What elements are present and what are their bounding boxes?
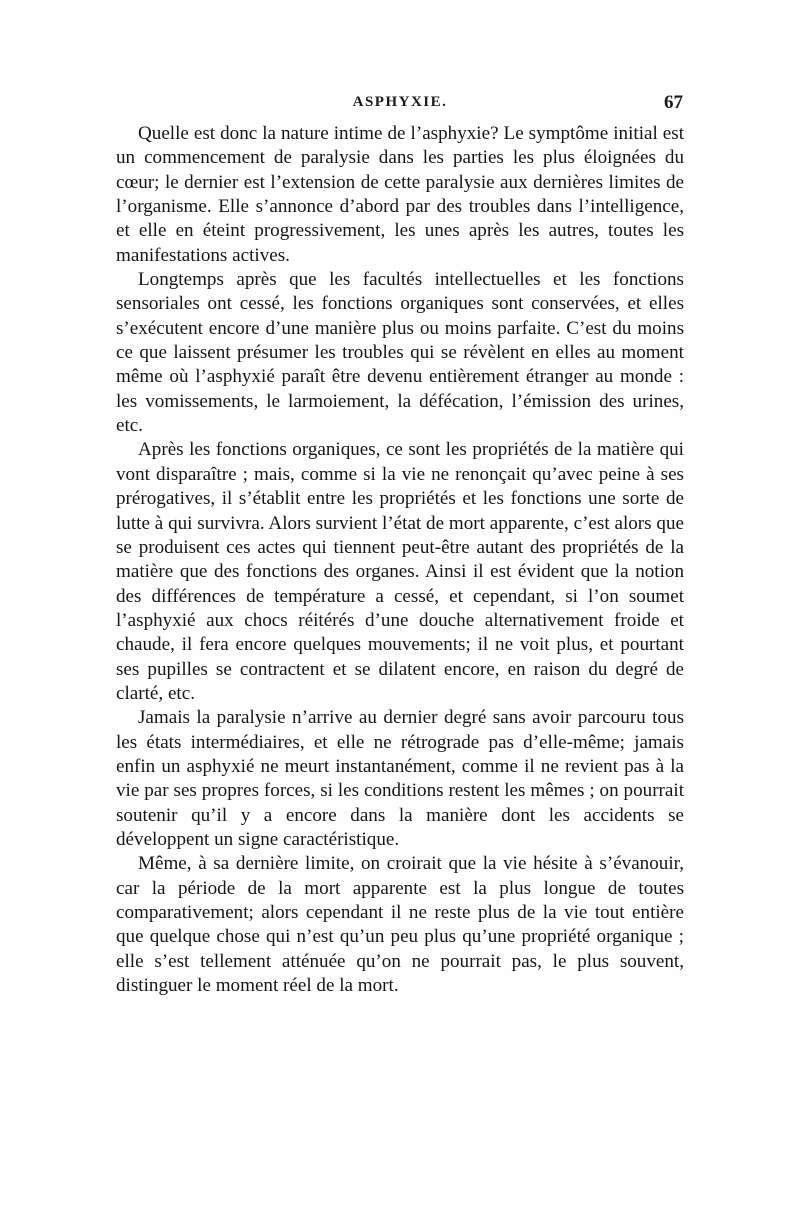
paragraph-5: Même, à sa dernière limite, on croirait que la vie hésite à s’évanouir, car la période de la mort apparente est la plus longue de toutes comparativement; alors cependant il ne reste plus de la vie tout entière que quelque chose qui n’est qu’un peu plus qu’une propriété organique ; elle s’est tellement atténuée qu’on ne pourrait pas, le plus souvent, distinguer le moment réel de la mort. xyxy=(116,853,684,997)
paragraph-1: Quelle est donc la nature intime de l’asphyxie? Le symptôme initial est un commencement de paralysie dans les parties les plus éloignées du cœur; le dernier est l’extension de cette paralysie aux dernières limites de l’organisme. Elle s’annonce d’abord par des troubles dans l’intelligence, et elle en éteint progressivement, les unes après les autres, toutes les manifestations actives. xyxy=(116,123,684,266)
running-head xyxy=(117,94,683,116)
page-number: 67 xyxy=(664,92,683,113)
paragraph-3: Après les fonctions organiques, ce sont les propriétés de la matière qui vont disparaître ; mais, comme si la vie ne renonçait qu’avec peine à ses prérogatives, il s’établit entre les propriétés et les fonctions une sorte de lutte à qui survivra. Alors survient l’état de mort apparente, c’est alors que se produisent ces actes qui tiennent peut-être autant des propriétés de la matière que des fonctions des organes. Ainsi il est évident que la notion des différences de température a cessé, et cependant, si l’on soumet l’asphyxié aux chocs réitérés d’une douche alternativement froide et chaude, il fera encore quelques mouvements; il ne voit plus, et pourtant ses pupilles se contractent et se dilatent encore, en raison du degré de clarté, etc. xyxy=(116,439,684,704)
paragraph-4: Jamais la paralysie n’arrive au dernier degré sans avoir parcouru tous les états intermédiaires, et elle ne rétrograde pas d’elle-même; jamais enfin un asphyxié ne meurt instantanément, comme il ne revient pas à la vie par ses propres forces, si les conditions restent les mêmes ; on pourrait soutenir qu’il y a encore dans la manière dont les accidents se développent un signe caractéristique. xyxy=(116,707,684,850)
body-text xyxy=(116,122,684,998)
paragraph-2: Longtemps après que les facultés intellectuelles et les fonctions sensoriales ont cessé, les fonctions organiques sont conservées, et elles s’exécutent encore d’une manière plus ou moins parfaite. C’est du moins ce que laissent présumer les troubles qui se révèlent en elles au moment même où l’asphyxié paraît être devenu entièrement étranger au monde : les vomissements, le larmoiement, la défécation, l’émission des urines, etc. xyxy=(116,269,684,437)
running-title: ASPHYXIE. xyxy=(352,94,448,110)
